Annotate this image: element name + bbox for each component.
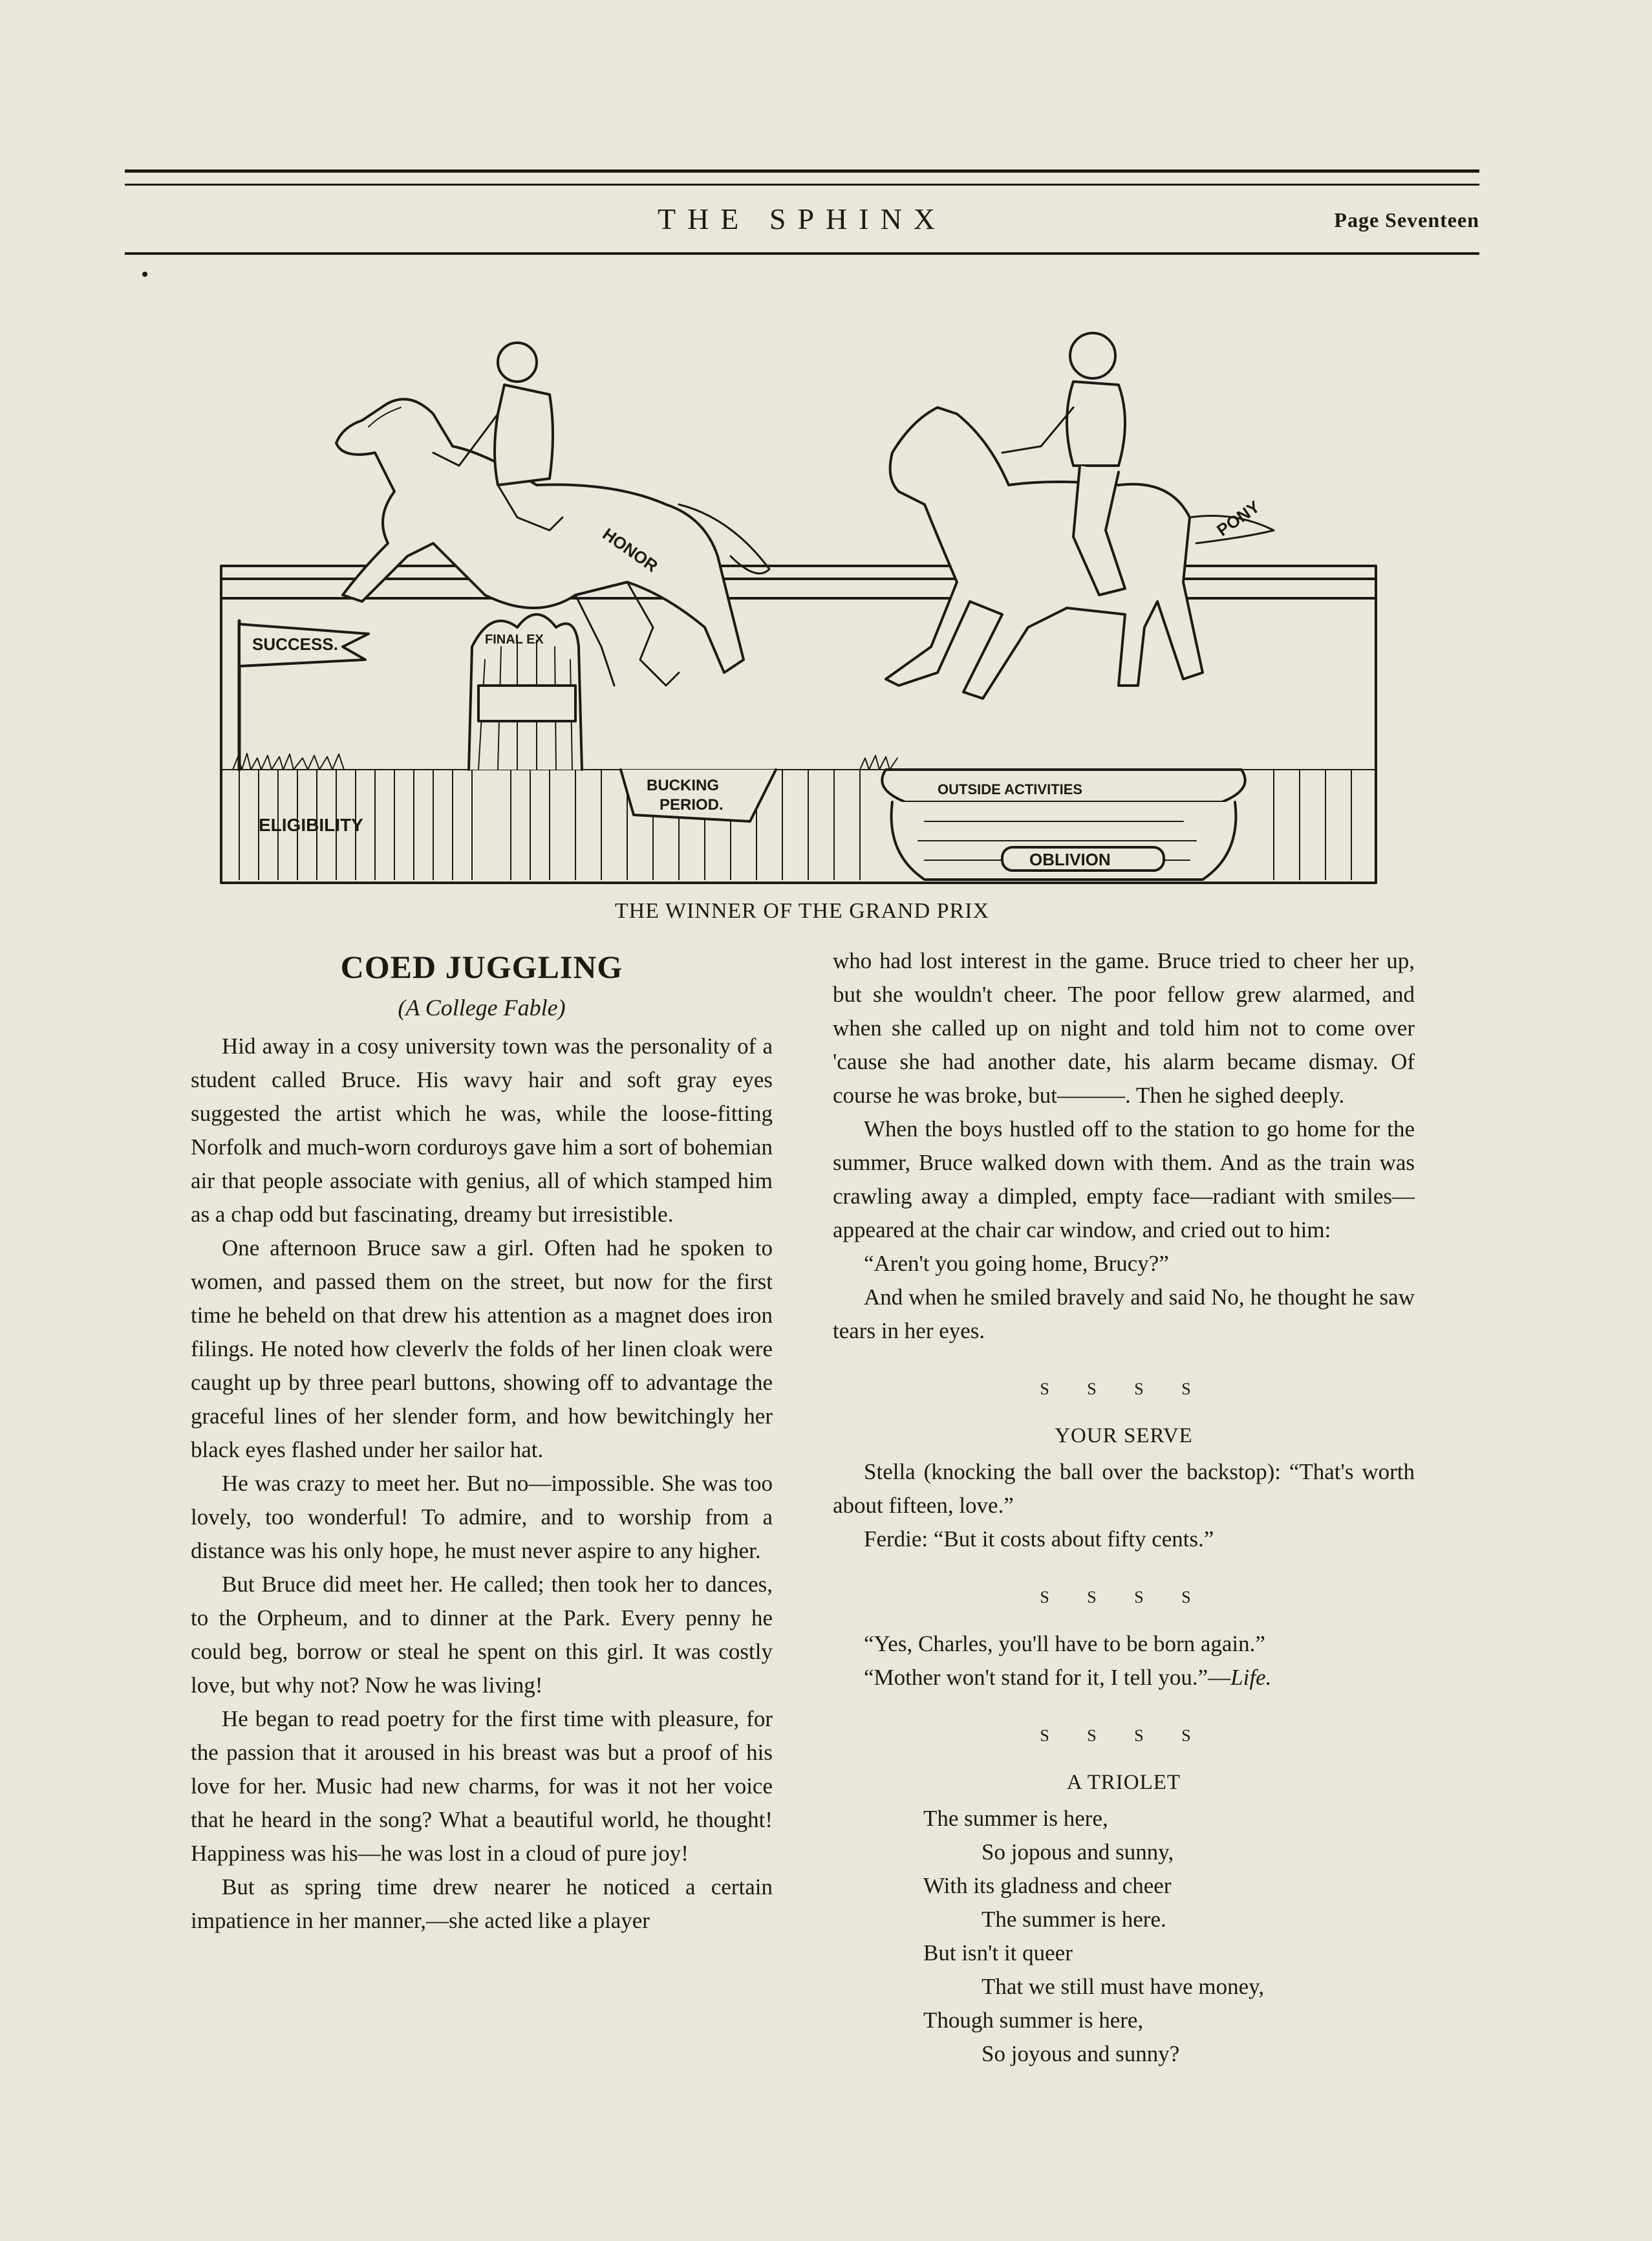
header-rule-second — [125, 184, 1479, 186]
triolet-heading: A TRIOLET — [1066, 1771, 1181, 1794]
article-title: COED JUGGLING — [340, 949, 623, 985]
poem-line: So joyous and sunny? — [982, 2041, 1180, 2066]
left-column — [191, 944, 773, 1938]
poem-line: So jopous and sunny, — [982, 1839, 1174, 1865]
your-serve-line: Ferdie: “But it costs about fifty cents.” — [864, 1526, 1214, 1552]
your-serve-heading: YOUR SERVE — [1055, 1424, 1193, 1447]
section-separator: S S S S — [1040, 1380, 1208, 1398]
article-paragraph: “Aren't you going home, Brucy?” — [864, 1251, 1169, 1276]
section-separator: S S S S — [1040, 1588, 1208, 1607]
article-paragraph: He was crazy to meet her. But no—impossible. She was too lovely, too wonderful! To admire, and to worship from a distance was his only hope, he must never aspire to any higher. — [191, 1471, 773, 1563]
label-period: PERIOD. — [660, 796, 724, 814]
article-paragraph: When the boys hustled off to the station to go home for the summer, Bruce walked down with them. And as the train was crawling away a dimpled, empty face—radiant with smiles—appeared at the chair car window, and cried out to him: — [833, 1116, 1415, 1242]
charles-line: “Yes, Charles, you'll have to be born again.” — [864, 1631, 1265, 1656]
poem-line: That we still must have money, — [982, 1974, 1265, 1999]
label-bucking: BUCKING — [647, 777, 719, 794]
poem-line: The summer is here. — [982, 1907, 1166, 1932]
article-continuation: who had lost interest in the game. Bruce tried to cheer her up, but she wouldn't cheer. The poor fellow grew alarmed, and when she called up on night and told him not to come over 'cause she had another date, his alarm became dismay. Of course he was broke, but———. Then he sighed deeply. — [833, 948, 1415, 1108]
header-rule-top — [125, 169, 1479, 173]
article-subtitle: (A College Fable) — [398, 995, 566, 1021]
label-success: SUCCESS. — [252, 634, 338, 654]
article-paragraph: One afternoon Bruce saw a girl. Often had he spoken to women, and passed them on the street, but now for the first time he beheld on that drew his attention as a magnet does iron filings. He noted how cleverlv the folds of her linen cloak were caught up by three pearl buttons, showing off to advantage the graceful lines of her slender form, and how bewitchingly her black eyes flashed under her sailor hat. — [191, 1235, 773, 1462]
illustration-caption: THE WINNER OF THE GRAND PRIX — [614, 899, 990, 923]
masthead-title: THE SPHINX — [657, 202, 947, 235]
label-oblivion: OBLIVION — [1029, 850, 1111, 869]
label-eligibility: ELIGIBILITY — [259, 815, 363, 835]
label-pony: PONY — [1213, 497, 1263, 540]
charles-line — [833, 1661, 1415, 1694]
article-paragraph: But as spring time drew nearer he noticed a certain impatience in her manner,—she acted like a player — [191, 1874, 773, 1933]
article-paragraph: And when he smiled bravely and said No, he thought he saw tears in her eyes. — [833, 1284, 1415, 1343]
section-separator: S S S S — [1040, 1726, 1208, 1745]
article-paragraph: But Bruce did meet her. He called; then took her to dances, to the Orpheum, and to dinner at the Park. Every penny he could beg, borrow or steal he spent on this girl. It was costly love, but why not? Now he was living! — [191, 1572, 773, 1698]
poem-line: The summer is here, — [923, 1806, 1108, 1831]
poem-line: Though summer is here, — [923, 2008, 1144, 2033]
ink-dot — [142, 272, 147, 277]
poem-line: With its gladness and cheer — [923, 1873, 1172, 1898]
header-rule-bottom — [125, 252, 1479, 255]
right-column — [833, 944, 1415, 2071]
label-honor: HONOR — [599, 524, 662, 576]
triolet-poem — [833, 1802, 1415, 2071]
label-outside-activities: OUTSIDE ACTIVITIES — [938, 781, 1083, 797]
source-attribution: Life. — [1230, 1665, 1272, 1690]
label-final-exam: FINAL EX — [485, 633, 544, 647]
article-paragraph: Hid away in a cosy university town was the personality of a student called Bruce. His wavy hair and soft gray eyes suggested the artist which he was, while the loose-fitting Norfolk and much-worn corduroys gave him a sort of bohemian air that people associate with genius, all of which stamped him as a chap odd but fascinating, dreamy but irresistible. — [191, 1034, 773, 1227]
your-serve-line: Stella (knocking the ball over the backstop): “That's worth about fifteen, love.” — [833, 1459, 1415, 1518]
poem-line: But isn't it queer — [923, 1940, 1073, 1965]
article-paragraph: He began to read poetry for the first time with pleasure, for the passion that it aroused in his breast was but a proof of his love for her. Music had new charms, for was it not her voice that he heard in the song? What a beautiful world, he thought! Happiness was his—he was lost in a cloud of pure joy! — [191, 1706, 773, 1866]
cartoon-illustration — [213, 323, 1384, 886]
page-number-label: Page Seventeen — [1334, 208, 1479, 232]
charles-quote: “Mother won't stand for it, I tell you.”— — [864, 1665, 1231, 1690]
